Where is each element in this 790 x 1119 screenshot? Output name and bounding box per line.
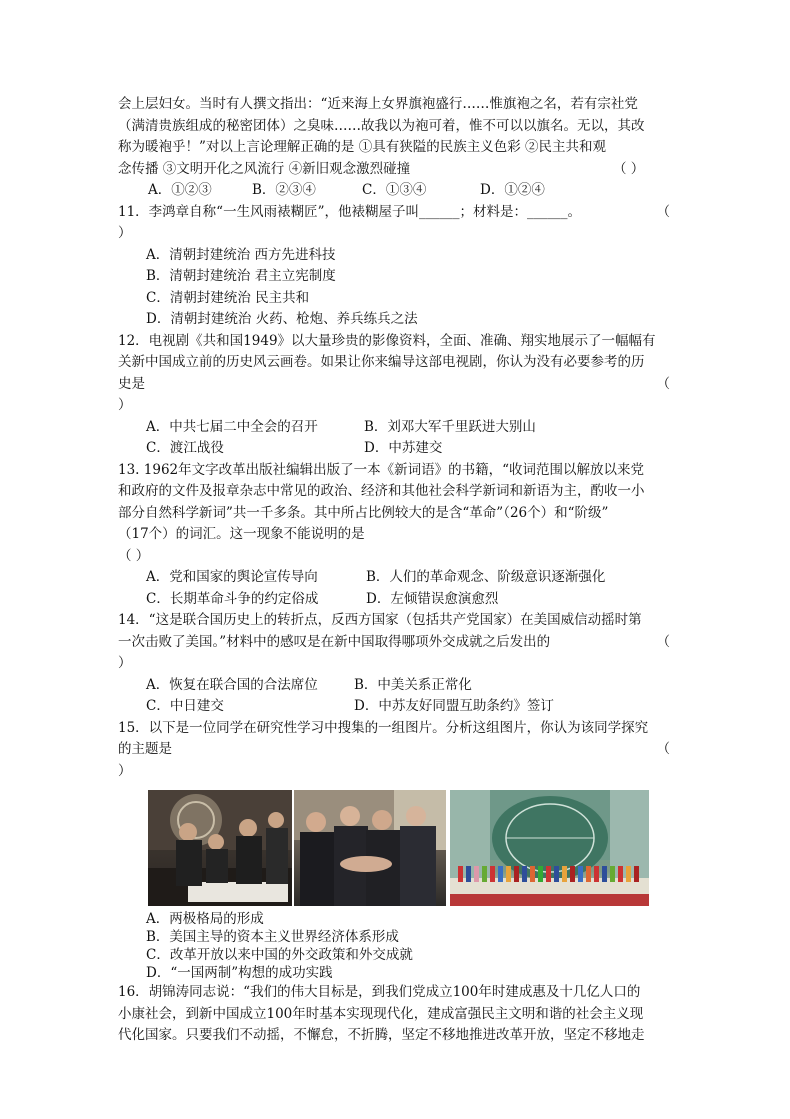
q11-option-c[interactable]: C．清朝封建统治 民主共和: [146, 289, 310, 306]
q13-option-b[interactable]: B．人们的革命观念、阶级意识逐渐强化: [366, 569, 606, 585]
q12-options-row-2: [118, 438, 670, 460]
q15-text-line-1: 15．以下是一位同学在研究性学习中搜集的一组图片。分析这组图片，你认为该同学探究: [118, 719, 649, 736]
q10-option-b[interactable]: B．②③④: [252, 182, 316, 198]
q15-option-b[interactable]: B．美国主导的资本主义世界经济体系形成: [146, 929, 399, 945]
q14-options-row-2: [118, 696, 670, 718]
q15-text-line-2: [118, 739, 670, 761]
q16-text-line-3: 代化国家。只要我们不动摇，不懈怠，不折腾，坚定不移地推进改革开放，坚定不移地走: [118, 1027, 645, 1043]
q12-stem-end: 史是: [118, 375, 145, 392]
q12-option-b[interactable]: B．刘邓大军千里跃进大别山: [364, 418, 536, 435]
photo-apec-group-art: [450, 790, 649, 906]
q12-paren-open: （: [656, 375, 670, 392]
q11-option-b[interactable]: B．清朝封建统治 君主立宪制度: [146, 268, 336, 284]
exam-page: [118, 94, 670, 1047]
q14-paren-close: ）: [118, 655, 132, 671]
q15-paren-open: （: [656, 741, 670, 757]
q10-text-line-3: 称为暖袍乎！”对以上言论理解正确的是 ①具有狭隘的民族主义色彩 ②民主共和观: [118, 139, 606, 155]
q14-paren-open: （: [656, 633, 670, 650]
q14-option-a[interactable]: A．恢复在联合国的合法席位: [146, 676, 318, 693]
q16-text-line-1: 16．胡锦涛同志说：“我们的伟大目标是，到我们党成立100年时建成惠及十几亿人口的: [118, 984, 641, 1000]
q12-option-d[interactable]: D．中苏建交: [364, 440, 443, 456]
q14-option-d[interactable]: D．中苏友好同盟互助条约》签订: [354, 698, 554, 714]
q14-stem-end: 一次击败了美国。”材料中的感叹是在新中国取得哪项外交成就之后发出的: [118, 633, 551, 650]
q10-option-a[interactable]: A．①②③: [148, 182, 212, 198]
q14-options-row-1: [118, 675, 670, 697]
q11-text: 11．李鸿章自称“一生风雨裱糊匠”，他裱糊屋子叫______；材料是：______。: [118, 203, 581, 220]
q16-text-line-2: 小康社会，到新中国成立100年时基本实现现代化，建成富强民主文明和谐的社会主义现: [118, 1005, 644, 1022]
q10-text-line-4: [118, 159, 670, 181]
q15-paren-close: ）: [118, 762, 132, 779]
q12-text-line-3: [118, 374, 670, 396]
q13-option-c[interactable]: C．长期革命斗争的约定俗成: [146, 590, 319, 607]
q10-text-line-1: 会上层妇女。当时有人撰文指出：“近来海上女界旗袍盛行……惟旗袍之名，若有宗社党: [118, 96, 638, 112]
q15-option-a[interactable]: A．两极格局的形成: [146, 911, 264, 927]
q12-options-row-1: [118, 417, 670, 439]
photo-apec-group: [450, 790, 649, 906]
q11-option-a[interactable]: A．清朝封建统治 西方先进科技: [146, 246, 336, 263]
q13-option-a[interactable]: A．党和国家的舆论宣传导向: [146, 569, 318, 585]
q10-option-c[interactable]: C．①③④: [362, 182, 427, 198]
q13-options-row-1: [118, 567, 670, 589]
q13-text-line-4: （17个）的词汇。这一现象不能说明的是: [118, 526, 365, 542]
q10-option-d[interactable]: D．①②④: [480, 182, 545, 198]
q11-paren-open: （: [656, 203, 670, 220]
q12-text-line-2: 关新中国成立前的历史风云画卷。如果让你来编导这部电视剧，你认为没有必要参考的历: [118, 354, 645, 370]
q10-answer-paren: （ ）: [613, 160, 645, 177]
q13-text-line-1: 13. 1962年文字改革出版社编辑出版了一本《新词语》的书籍，“收词范围以解放以来党: [118, 461, 645, 478]
q10-options: [118, 180, 670, 202]
photo-un-signing-art: [148, 790, 292, 906]
q11-option-d[interactable]: D．清朝封建统治 火药、枪炮、养兵练兵之法: [146, 311, 418, 327]
q11-paren-close: ）: [118, 225, 132, 241]
q14-option-b[interactable]: B．中美关系正常化: [354, 676, 472, 693]
q12-option-a[interactable]: A．中共七届二中全会的召开: [146, 418, 318, 435]
q15-option-d[interactable]: D．“一国两制”构想的成功实践: [146, 965, 333, 981]
q10-statement-4: 念传播 ③文明开化之风流行 ④新旧观念激烈碰撞: [118, 160, 411, 177]
q15-photo-strip: [148, 790, 670, 906]
q13-options-row-2: [118, 589, 670, 611]
q15-option-c[interactable]: C．改革开放以来中国的外交政策和外交成就: [146, 947, 413, 963]
q13-text-line-3: 部分自然科学新词”共一千多条。其中所占比例较大的是含“革命”（26个）和“阶级”: [118, 504, 609, 521]
q12-text-line-1: 12．电视剧《共和国1949》以大量珍贵的影像资料，全面、准确、翔实地展示了一幅幅有: [118, 332, 656, 349]
q13-answer-paren: （ ）: [118, 547, 150, 564]
q12-paren-close: ）: [118, 397, 132, 413]
q13-text-line-2: 和政府的文件及报章杂志中常见的政治、经济和其他社会科学新词和新语为主，酌收一小: [118, 483, 645, 499]
q14-text-line-1: 14．“这是联合国历史上的转折点，反西方国家（包括共产党国家）在美国威信动摇时第: [118, 612, 642, 628]
photo-leaders-handshake-art: [294, 790, 446, 906]
photo-un-signing: [148, 790, 292, 906]
q13-option-d[interactable]: D．左倾错误愈演愈烈: [366, 590, 499, 607]
q14-text-line-2: [118, 632, 670, 654]
q15-stem-end: 的主题是: [118, 741, 172, 757]
q10-text-line-2: （满清贵族组成的秘密团体）之臭味……故我以为袍可着，惟不可以以旗名。无以，其改: [118, 117, 645, 134]
q11-stem: [118, 202, 670, 224]
q14-option-c[interactable]: C．中日建交: [146, 698, 224, 714]
q12-option-c[interactable]: C．渡江战役: [146, 440, 224, 456]
photo-leaders-handshake: [294, 790, 446, 906]
